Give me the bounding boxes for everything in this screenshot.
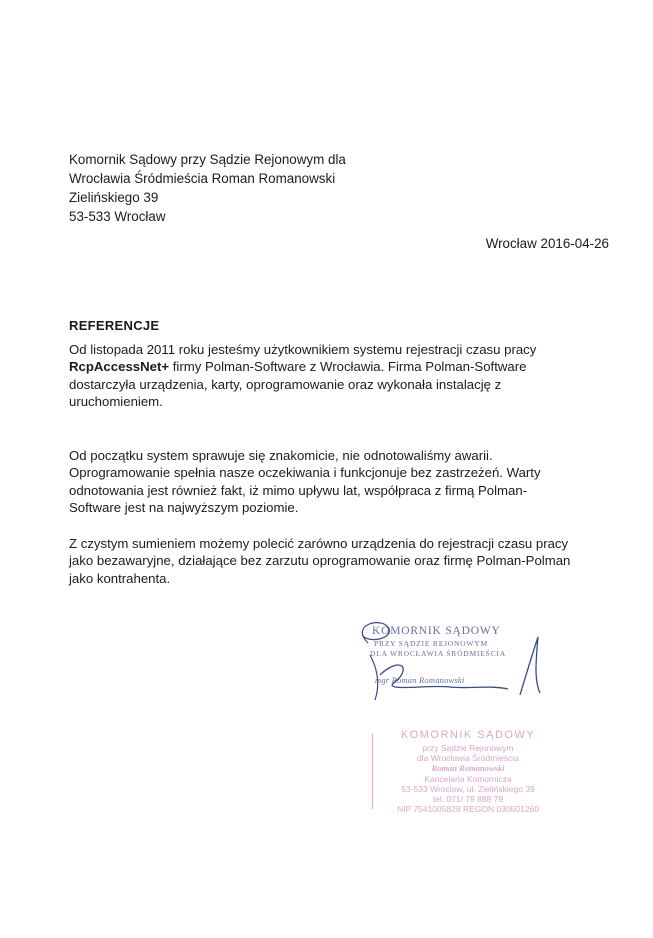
paragraph-line: Oprogramowanie spełnia nasze oczekiwania i funkcjonuje bez zastrzeżeń. Warty bbox=[69, 465, 541, 481]
address-line: Komornik Sądowy przy Sądzie Rejonowym dla bbox=[69, 152, 346, 167]
address-line: 53-533 Wrocław bbox=[69, 209, 166, 224]
stamp-line: PRZY SĄDZIE REJONOWYM bbox=[374, 639, 489, 648]
paragraph-2 bbox=[69, 447, 609, 516]
paragraph-line: jako bezawaryjne, działające bez zarzutu oprogramowanie oraz firmę Polman-Polman bbox=[69, 553, 571, 569]
letter-date: Wrocław 2016-04-26 bbox=[485, 236, 609, 251]
handwritten-signature bbox=[340, 615, 580, 705]
stamp-line: 53-533 Wrocław, ul. Zielińskiego 39 bbox=[401, 784, 535, 794]
stamp-title: KOMORNIK SĄDOWY bbox=[372, 625, 501, 637]
stamp-line: przy Sądzie Rejonowym bbox=[422, 743, 514, 753]
paragraph-line-rest: firmy Polman-Software z Wrocławia. Firma Polman-Software bbox=[169, 359, 527, 375]
address-line: Zielińskiego 39 bbox=[69, 190, 159, 205]
paragraph-line: dostarczyła urządzenia, karty, oprogramowanie oraz wykonała instalację z bbox=[69, 376, 502, 392]
stamp-line: DLA WROCŁAWIA ŚRÓDMIEŚCIA bbox=[370, 649, 506, 658]
stamp-title: KOMORNIK SĄDOWY bbox=[400, 729, 536, 741]
office-stamp bbox=[360, 725, 570, 815]
stamp-line: NIP 7541005828 REGON 030501260 bbox=[396, 804, 540, 814]
address-line: Wrocławia Śródmieścia Roman Romanowski bbox=[69, 171, 336, 186]
stamp-name: mgr Roman Romanowski bbox=[375, 675, 465, 685]
letter-heading: REFERENCJE bbox=[69, 318, 160, 333]
paragraph-line: Software jest na najwyższym poziomie. bbox=[69, 499, 299, 515]
paragraph-3 bbox=[69, 535, 609, 587]
paragraph-line: jako kontrahenta. bbox=[69, 570, 171, 586]
paragraph-line: Z czystym sumieniem możemy polecić zarówno urządzenia do rejestracji czasu pracy bbox=[69, 536, 569, 551]
paragraph-line: odnotowania jest również fakt, iż mimo upływu lat, współpraca z firmą Polman- bbox=[69, 482, 528, 498]
paragraph-1 bbox=[69, 341, 609, 410]
paragraph-line: Od początku system sprawuje się znakomicie, nie odnotowaliśmy awarii. bbox=[69, 448, 493, 463]
signature-stamp bbox=[340, 615, 580, 705]
stamp-name: Roman Romanowski bbox=[431, 763, 505, 773]
paragraph-line: Od listopada 2011 roku jesteśmy użytkownikiem systemu rejestracji czasu pracy bbox=[69, 342, 537, 357]
sender-address bbox=[69, 150, 346, 226]
paragraph-line: uruchomieniem. bbox=[69, 393, 163, 409]
paragraph-line bbox=[69, 358, 609, 375]
product-name: RcpAccessNet+ bbox=[69, 359, 170, 375]
stamp-line: dla Wrocławia Śródmieścia bbox=[417, 753, 519, 763]
stamp-line: Kancelaria Komornicza bbox=[424, 774, 512, 784]
stamp-line: tel. 071/ 79 888 79 bbox=[432, 794, 504, 804]
